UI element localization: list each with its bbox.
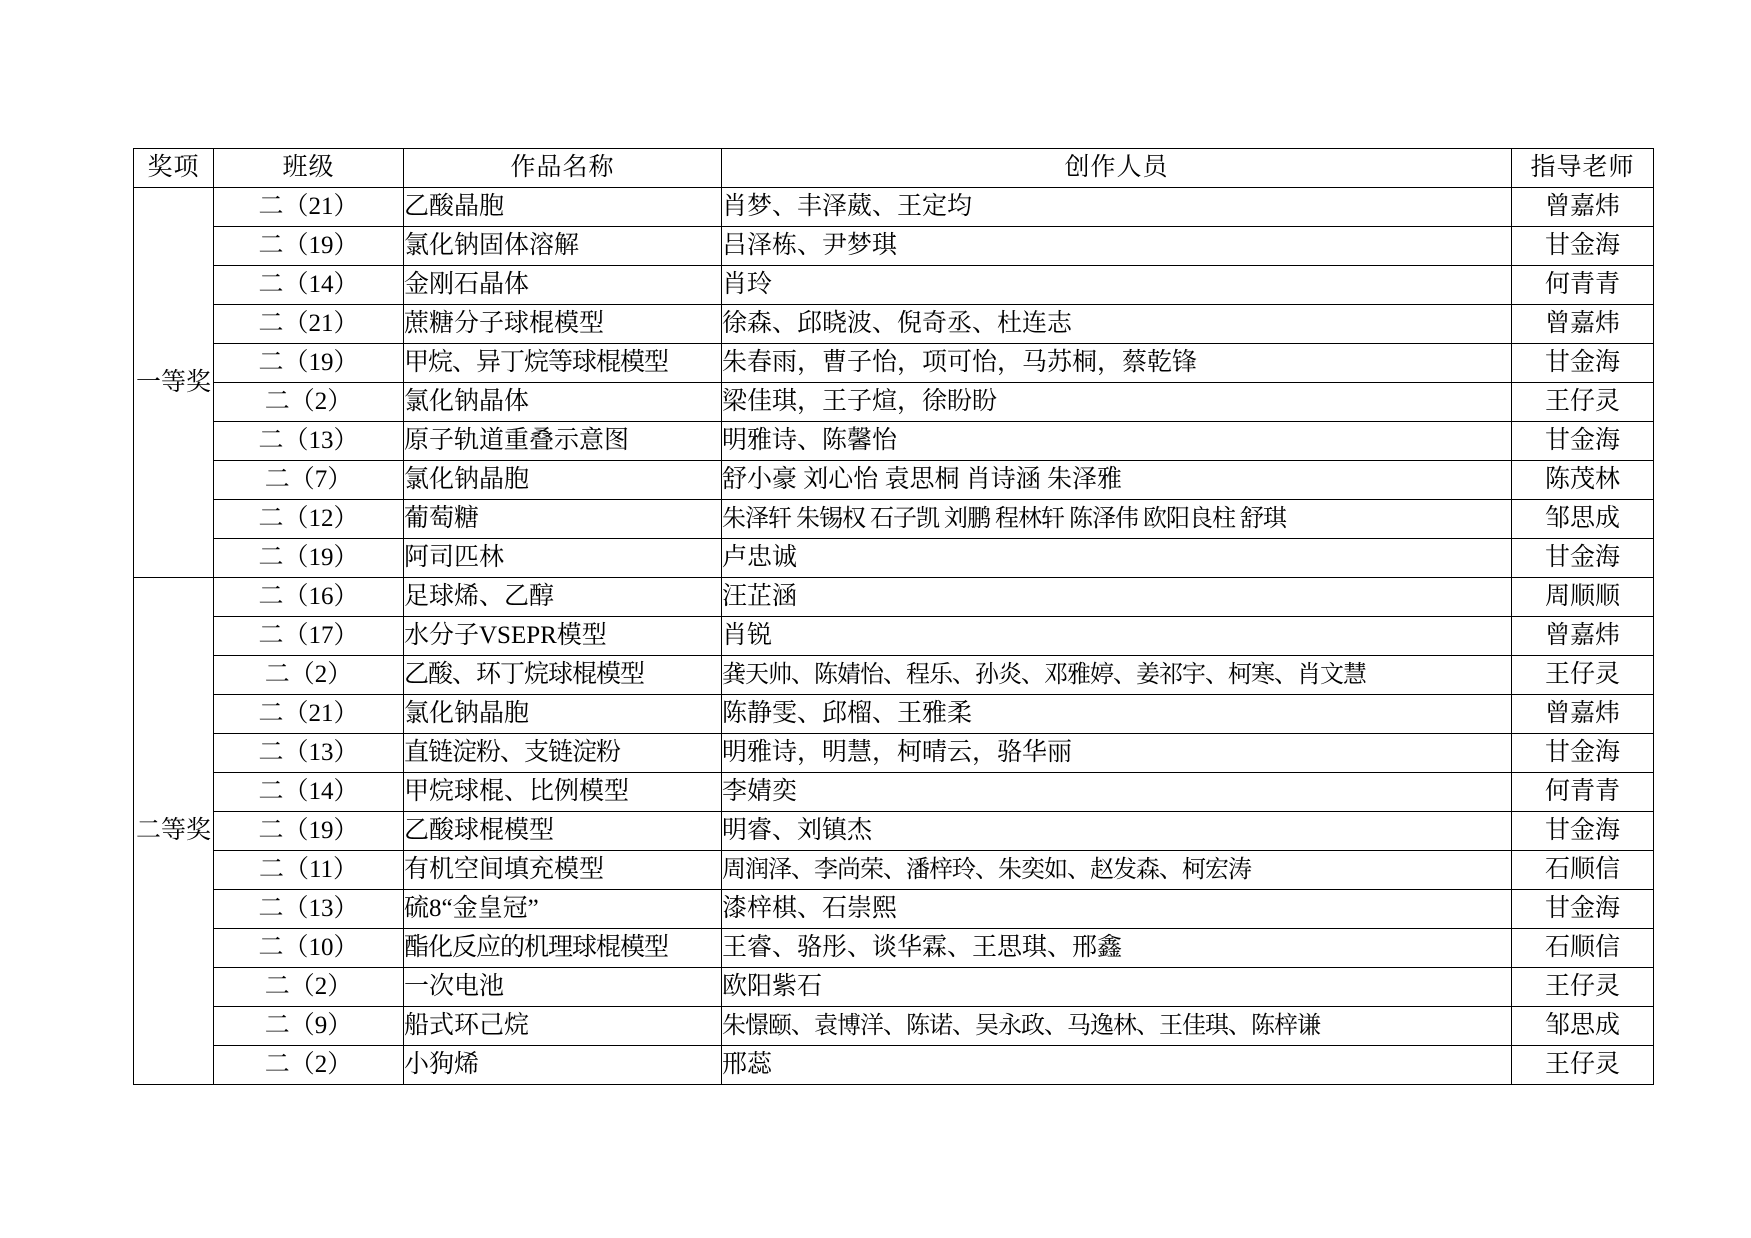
cell-teacher: 石顺信	[1512, 929, 1654, 968]
table-row	[134, 305, 1654, 344]
table-row	[134, 266, 1654, 305]
cell-class: 二（19）	[214, 227, 404, 266]
cell-teacher: 甘金海	[1512, 422, 1654, 461]
table-row	[134, 227, 1654, 266]
table-row	[134, 695, 1654, 734]
cell-class: 二（21）	[214, 305, 404, 344]
award-group-label: 一等奖	[134, 188, 214, 578]
cell-title: 蔗糖分子球棍模型	[404, 305, 722, 344]
cell-class: 二（2）	[214, 656, 404, 695]
cell-title: 甲烷、异丁烷等球棍模型	[404, 344, 722, 383]
table-header-row	[134, 149, 1654, 188]
column-header-class: 班级	[214, 149, 404, 188]
cell-people: 肖玲	[722, 266, 1512, 305]
cell-class: 二（7）	[214, 461, 404, 500]
cell-teacher: 王仔灵	[1512, 1046, 1654, 1085]
cell-title: 氯化钠晶体	[404, 383, 722, 422]
cell-people: 李婧奕	[722, 773, 1512, 812]
table-header	[134, 149, 1654, 188]
table-row	[134, 578, 1654, 617]
cell-people: 漆梓棋、石崇熙	[722, 890, 1512, 929]
cell-people: 汪芷涵	[722, 578, 1512, 617]
cell-title: 原子轨道重叠示意图	[404, 422, 722, 461]
column-header-teacher: 指导老师	[1512, 149, 1654, 188]
cell-people: 明睿、刘镇杰	[722, 812, 1512, 851]
cell-people: 王睿、骆彤、谈华霖、王思琪、邢鑫	[722, 929, 1512, 968]
cell-title: 葡萄糖	[404, 500, 722, 539]
cell-title: 乙酸球棍模型	[404, 812, 722, 851]
cell-class: 二（21）	[214, 188, 404, 227]
cell-class: 二（10）	[214, 929, 404, 968]
cell-title: 乙酸、环丁烷球棍模型	[404, 656, 722, 695]
cell-people: 明雅诗、陈馨怡	[722, 422, 1512, 461]
table-row	[134, 656, 1654, 695]
cell-teacher: 曾嘉炜	[1512, 305, 1654, 344]
cell-class: 二（19）	[214, 344, 404, 383]
column-header-people: 创作人员	[722, 149, 1512, 188]
cell-teacher: 甘金海	[1512, 812, 1654, 851]
cell-teacher: 陈茂林	[1512, 461, 1654, 500]
cell-title: 阿司匹林	[404, 539, 722, 578]
table-row	[134, 773, 1654, 812]
award-group-label: 二等奖	[134, 578, 214, 1085]
cell-class: 二（11）	[214, 851, 404, 890]
table-row	[134, 539, 1654, 578]
cell-class: 二（14）	[214, 773, 404, 812]
cell-teacher: 王仔灵	[1512, 383, 1654, 422]
table-body	[134, 188, 1654, 1085]
cell-teacher: 王仔灵	[1512, 968, 1654, 1007]
column-header-title: 作品名称	[404, 149, 722, 188]
table-row	[134, 1007, 1654, 1046]
cell-title: 直链淀粉、支链淀粉	[404, 734, 722, 773]
cell-class: 二（19）	[214, 812, 404, 851]
cell-people: 欧阳紫石	[722, 968, 1512, 1007]
cell-class: 二（12）	[214, 500, 404, 539]
cell-class: 二（19）	[214, 539, 404, 578]
table-row	[134, 383, 1654, 422]
cell-title: 酯化反应的机理球棍模型	[404, 929, 722, 968]
cell-teacher: 王仔灵	[1512, 656, 1654, 695]
cell-title: 乙酸晶胞	[404, 188, 722, 227]
cell-teacher: 甘金海	[1512, 734, 1654, 773]
cell-class: 二（16）	[214, 578, 404, 617]
cell-teacher: 甘金海	[1512, 227, 1654, 266]
table-row	[134, 422, 1654, 461]
table-row	[134, 500, 1654, 539]
cell-people: 朱泽轩 朱锡权 石子凯 刘鹏 程林轩 陈泽伟 欧阳良柱 舒琪	[722, 500, 1512, 539]
cell-title: 小狗烯	[404, 1046, 722, 1085]
cell-title: 氯化钠晶胞	[404, 461, 722, 500]
table-row	[134, 929, 1654, 968]
cell-title: 有机空间填充模型	[404, 851, 722, 890]
cell-people: 明雅诗，明慧，柯晴云，骆华丽	[722, 734, 1512, 773]
cell-people: 肖锐	[722, 617, 1512, 656]
cell-people: 舒小豪 刘心怡 袁思桐 肖诗涵 朱泽雅	[722, 461, 1512, 500]
cell-class: 二（2）	[214, 968, 404, 1007]
cell-people: 梁佳琪，王子煊，徐盼盼	[722, 383, 1512, 422]
cell-people: 朱憬颐、袁博洋、陈诺、吴永政、马逸林、王佳琪、陈梓谦	[722, 1007, 1512, 1046]
table-row	[134, 344, 1654, 383]
cell-people: 吕泽栋、尹梦琪	[722, 227, 1512, 266]
cell-class: 二（13）	[214, 890, 404, 929]
cell-class: 二（14）	[214, 266, 404, 305]
cell-people: 邢蕊	[722, 1046, 1512, 1085]
cell-people: 朱春雨，曹子怡，项可怡，马苏桐，蔡乾锋	[722, 344, 1512, 383]
cell-people: 周润泽、李尚荣、潘梓玲、朱奕如、赵发森、柯宏涛	[722, 851, 1512, 890]
cell-teacher: 何青青	[1512, 266, 1654, 305]
cell-title: 水分子VSEPR模型	[404, 617, 722, 656]
cell-teacher: 邹思成	[1512, 500, 1654, 539]
cell-teacher: 邹思成	[1512, 1007, 1654, 1046]
cell-title: 硫8“金皇冠”	[404, 890, 722, 929]
cell-teacher: 何青青	[1512, 773, 1654, 812]
table-row	[134, 461, 1654, 500]
cell-class: 二（21）	[214, 695, 404, 734]
table-row	[134, 734, 1654, 773]
cell-people: 龚天帅、陈婧怡、程乐、孙炎、邓雅婷、姜祁宇、柯寒、肖文慧	[722, 656, 1512, 695]
cell-class: 二（13）	[214, 734, 404, 773]
cell-teacher: 甘金海	[1512, 890, 1654, 929]
table-row	[134, 851, 1654, 890]
cell-people: 陈静雯、邱榴、王雅柔	[722, 695, 1512, 734]
cell-teacher: 曾嘉炜	[1512, 617, 1654, 656]
cell-class: 二（2）	[214, 383, 404, 422]
cell-title: 足球烯、乙醇	[404, 578, 722, 617]
column-header-award: 奖项	[134, 149, 214, 188]
cell-title: 氯化钠晶胞	[404, 695, 722, 734]
cell-people: 卢忠诚	[722, 539, 1512, 578]
cell-teacher: 甘金海	[1512, 344, 1654, 383]
cell-teacher: 石顺信	[1512, 851, 1654, 890]
table-row	[134, 188, 1654, 227]
award-table	[133, 148, 1654, 1085]
table-row	[134, 617, 1654, 656]
cell-teacher: 周顺顺	[1512, 578, 1654, 617]
cell-title: 金刚石晶体	[404, 266, 722, 305]
award-table-container	[133, 148, 1653, 1085]
cell-class: 二（2）	[214, 1046, 404, 1085]
cell-people: 肖梦、丰泽葳、王定均	[722, 188, 1512, 227]
cell-teacher: 甘金海	[1512, 539, 1654, 578]
cell-class: 二（9）	[214, 1007, 404, 1046]
cell-class: 二（17）	[214, 617, 404, 656]
table-row	[134, 1046, 1654, 1085]
cell-teacher: 曾嘉炜	[1512, 695, 1654, 734]
cell-title: 船式环己烷	[404, 1007, 722, 1046]
cell-class: 二（13）	[214, 422, 404, 461]
cell-title: 甲烷球棍、比例模型	[404, 773, 722, 812]
cell-people: 徐森、邱晓波、倪奇丞、杜连志	[722, 305, 1512, 344]
cell-title: 氯化钠固体溶解	[404, 227, 722, 266]
table-row	[134, 968, 1654, 1007]
table-row	[134, 890, 1654, 929]
table-row	[134, 812, 1654, 851]
cell-title: 一次电池	[404, 968, 722, 1007]
cell-teacher: 曾嘉炜	[1512, 188, 1654, 227]
